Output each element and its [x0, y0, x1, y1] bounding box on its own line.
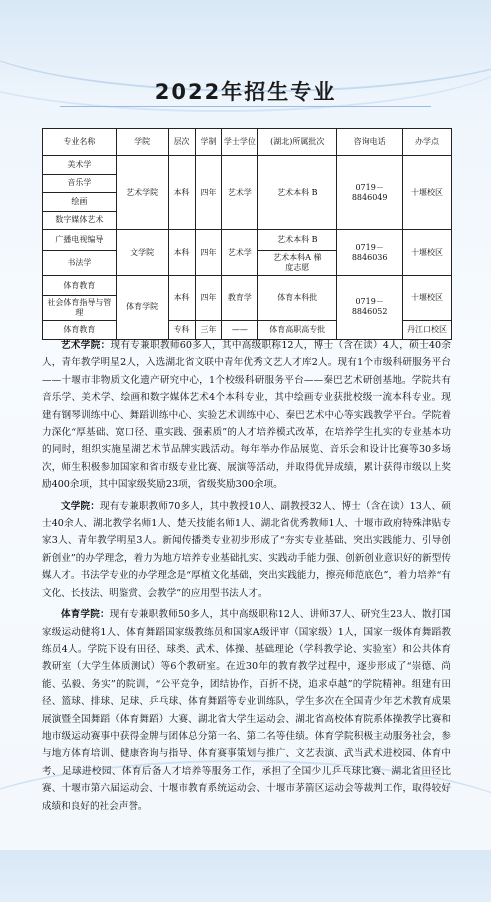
major-cell: 社会体育指导与管理 [43, 296, 117, 321]
table-row [43, 276, 452, 296]
header-campus: 办学点 [403, 129, 452, 156]
header-degree: 学士学位 [222, 129, 258, 156]
major-cell: 音乐学 [43, 174, 117, 193]
level-cell: 本科 [168, 156, 195, 230]
campus-cell: 十堰校区 [403, 276, 452, 321]
campus-cell: 十堰校区 [403, 156, 452, 230]
header-phone: 咨询电话 [337, 129, 403, 156]
paragraph-text: 现有专兼职教师50多人，其中高级职称12人、讲师37人、研究生23人、散打国家级运动健将1人、体育舞蹈国家级教练员和国家A级评审（国家级）1人，国家一级体育舞蹈教练员4人。学院下设有田径、球类、武术、体操、基础理论（学科教学论、实验室）和公共体育教研室（大学生体质测试）等6个教研室。在近30年的教育教学过程中，逐步形成了“崇德、尚能、弘毅、务实”的院训，“公平竞争，团结协作，百折不挠，追求卓越”的学院精神。组建有田径、篮球、排球、足球、乒乓球、体育舞蹈等专业训练队，学生多次在全国青少年艺术教育成果展演暨全国舞蹈（体育舞蹈）大赛、湖北省大学生运动会、湖北省高校体育院系体操教学比赛和地市级运动赛事中获得金牌与团体总分第一名、第二名等佳绩。体育学院积极主动服务社会，参与地方体育培训、健康咨询与指导、体育赛事策划与推广、文艺表演、武当武术进校园、体育中考、足球进校园、体育后备人才培养等服务工作，承担了全国少儿乒乓球比赛、湖北省田径比赛、十堰市第六届运动会、十堰市教育系统运动会、十堰市茅箭区运动会等裁判工作，取得较好成绩和良好的社会声誉。 [42, 609, 451, 812]
major-cell: 数字媒体艺术 [43, 211, 117, 230]
college-cell: 体育学院 [116, 276, 168, 340]
header-duration: 学制 [195, 129, 222, 156]
duration-cell: 四年 [195, 156, 222, 230]
header-college: 学院 [116, 129, 168, 156]
major-cell: 体育教育 [43, 276, 117, 296]
paragraph-lead: 文学院： [61, 500, 100, 512]
degree-cell: 艺术学 [222, 156, 258, 230]
degree-cell: —— [222, 321, 258, 340]
paragraph-text: 现有专兼职教师70多人，其中教授10人、副教授32人、博士（含在读）13人、硕士40余人、湖北教学名师1人、楚天技能名师1人、湖北省优秀教师1人、十堰市政府特殊津贴专家3人、青年教学明星3人。新闻传播类专业初步形成了“夯实专业基础、突出实践能力、引导创新创业”的办学理念，着力为地方培养专业基础扎实、实践动手能力强、创新创业意识好的新型传媒人才。书法学专业的办学理念是“厚植文化基础，突出实践能力，擦亮师范底色”，着力培养“有文化、长技法、明鉴赏、会教学”的应用型书法人才。 [42, 500, 451, 599]
admissions-table [42, 128, 452, 340]
major-cell: 书法学 [43, 251, 117, 276]
pe-college-paragraph [42, 606, 451, 815]
duration-cell: 四年 [195, 276, 222, 321]
college-cell: 文学院 [116, 230, 168, 276]
paragraph-text: 现有专兼职教师60多人，其中高级职称12人，博士（含在读）4人，硕士40余人，青年教学明星2人，入选湖北省文联中青年优秀文艺人才库2人。现有1个市级科研服务平台——十堰市非物质文化遗产研究中心，1个校级科研服务平台——秦巴艺术研创基地。学院共有音乐学、美术学、绘画和数字媒体艺术4个本科专业，其中绘画专业获批校级一流本科专业。现建有钢琴训练中心、舞蹈训练中心、实验艺术训练中心、秦巴艺术中心等实践教学平台。学院着力深化“厚基础、宽口径、重实践、强素质”的人才培养模式改革，在培养学生扎实的专业基本功的同时，组织实施星湖艺术节品牌实践活动。每年举办作品展览、音乐会和设计比赛等30多场次，师生积极参加国家和省市级专业比赛、展演等活动，并取得优异成绩，累计获得市级以上奖励400余项，其中国家级奖励23项，省级奖励300余项。 [42, 340, 451, 491]
degree-cell: 艺术学 [222, 230, 258, 276]
page-title: 2022年招生专业 [154, 80, 337, 104]
batch-cell: 艺术本科 B [258, 230, 337, 251]
level-cell: 本科 [168, 230, 195, 276]
title-divider [60, 106, 431, 107]
level-cell: 专科 [168, 321, 195, 340]
table-header-row [43, 129, 452, 156]
major-cell: 体育教育 [43, 321, 117, 340]
art-college-paragraph [42, 337, 451, 494]
level-cell: 本科 [168, 276, 195, 321]
paragraph-lead: 体育学院： [61, 609, 110, 621]
header-batch: (湖北)所属批次 [258, 129, 337, 156]
batch-cell: 体育本科批 [258, 276, 337, 321]
college-cell: 艺术学院 [116, 156, 168, 230]
header-major: 专业名称 [43, 129, 117, 156]
batch-cell: 艺术本科A 梯度志愿 [258, 251, 337, 276]
batch-cell: 艺术本科 B [258, 156, 337, 230]
phone-cell: 0719－8846036 [337, 230, 403, 276]
college-introductions [42, 337, 451, 819]
paragraph-lead: 艺术学院： [61, 340, 111, 351]
batch-cell: 体育高职高专批 [258, 321, 337, 340]
header-level: 层次 [168, 129, 195, 156]
duration-cell: 三年 [195, 321, 222, 340]
duration-cell: 四年 [195, 230, 222, 276]
major-cell: 绘画 [43, 193, 117, 212]
table-row [43, 156, 452, 175]
major-cell: 广播电视编导 [43, 230, 117, 251]
campus-cell: 丹江口校区 [403, 321, 452, 340]
campus-cell: 十堰校区 [403, 230, 452, 276]
literature-college-paragraph [42, 498, 451, 602]
phone-cell: 0719－8846049 [337, 156, 403, 230]
degree-cell: 教育学 [222, 276, 258, 321]
major-cell: 美术学 [43, 156, 117, 175]
phone-cell: 0719－8846052 [337, 276, 403, 340]
table-row [43, 230, 452, 251]
